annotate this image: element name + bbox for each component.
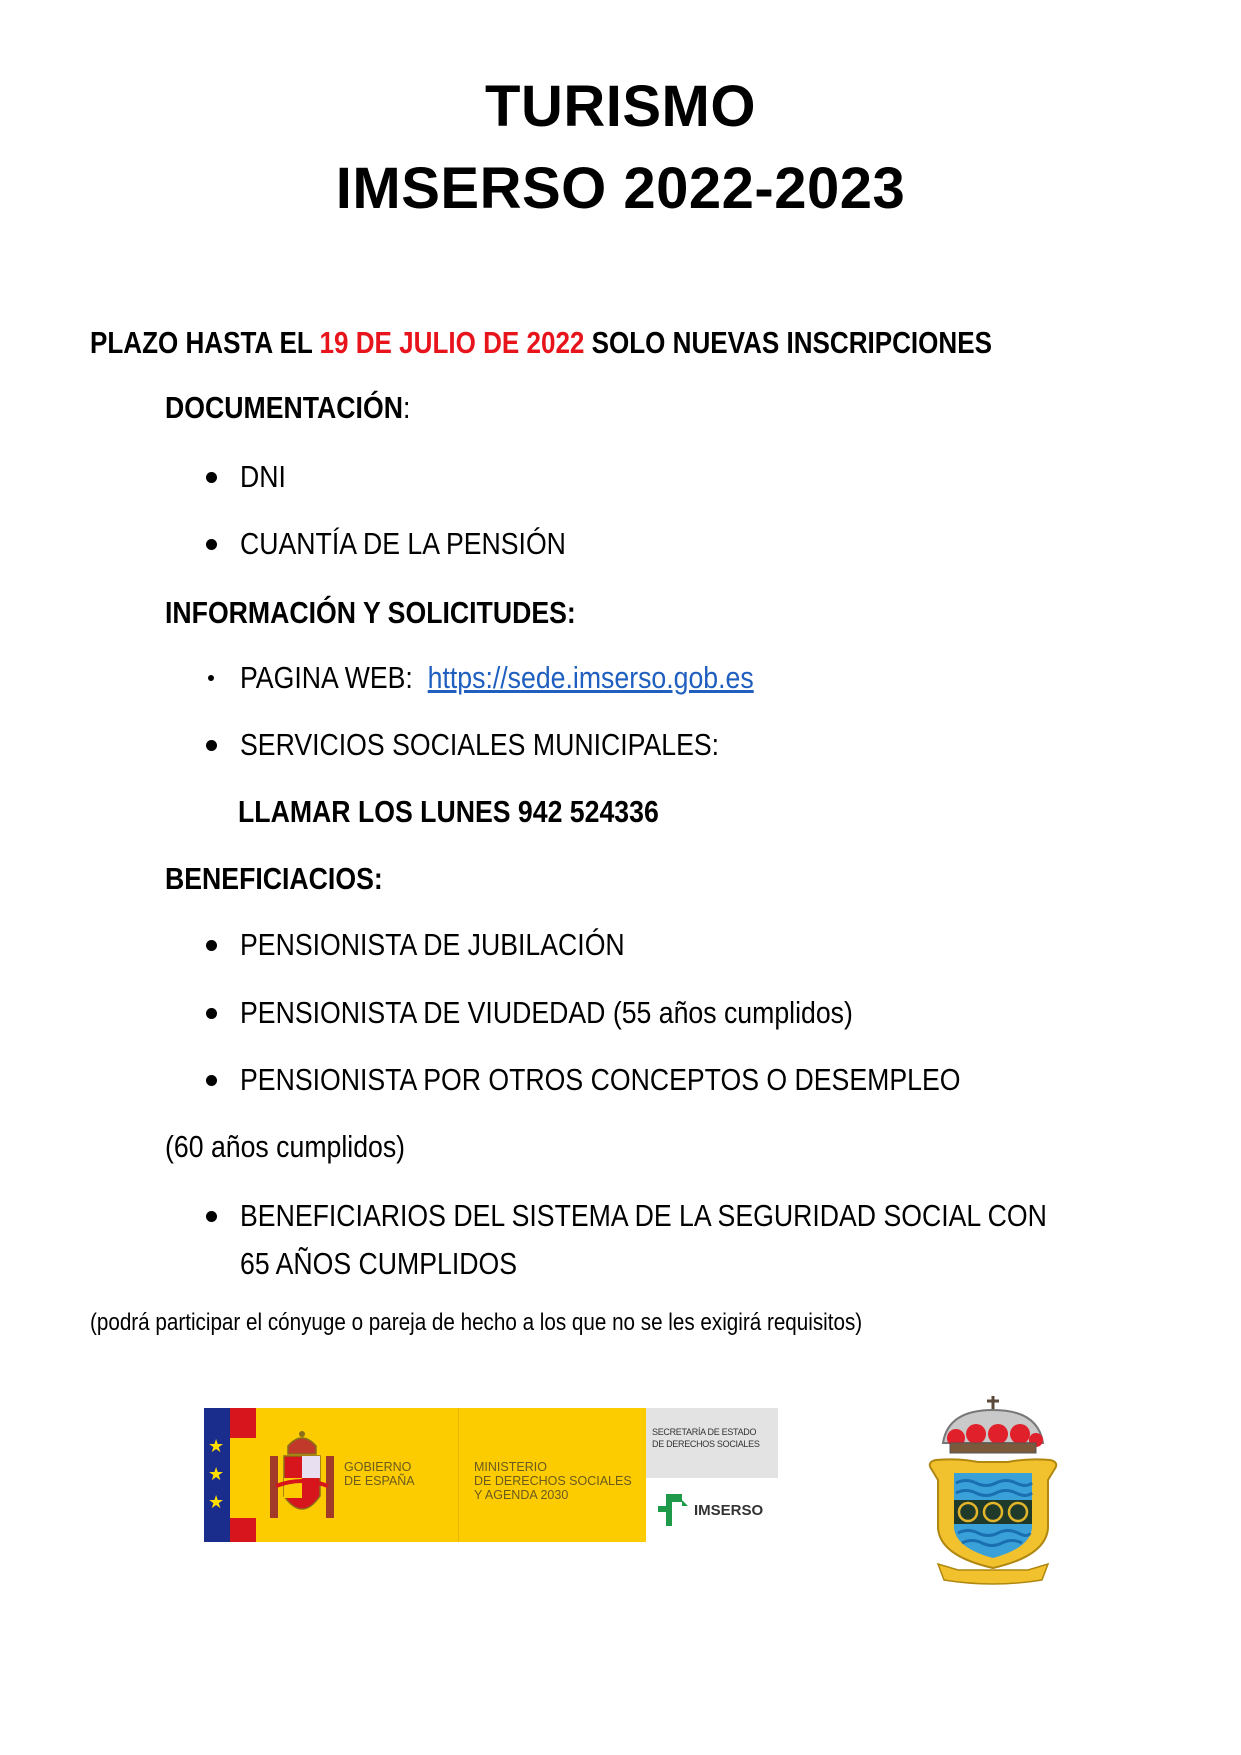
bullet-icon <box>206 940 217 951</box>
social-security-line-2: 65 AÑOS CUMPLIDOS <box>240 1246 518 1281</box>
bullet-icon <box>206 1211 217 1222</box>
bullet-icon <box>206 472 217 483</box>
web-line <box>240 662 754 693</box>
doc-item-dni: DNI <box>240 459 286 494</box>
age-note: (60 años cumplidos) <box>165 1129 406 1164</box>
services-label: SERVICIOS SOCIALES MUNICIPALES: <box>240 727 720 762</box>
deadline-date: 19 DE JULIO DE 2022 <box>319 325 585 360</box>
documentation-heading: DOCUMENTACIÓN: <box>165 390 411 425</box>
info-heading: INFORMACIÓN Y SOLICITUDES: <box>165 595 576 630</box>
bullet-icon <box>206 539 217 550</box>
web-link[interactable]: https://sede.imserso.gob.es <box>427 660 754 695</box>
bullet-icon <box>206 740 217 751</box>
social-security-line-1: BENEFICIARIOS DEL SISTEMA DE LA SEGURIDAD SOCIAL CON <box>240 1198 1047 1233</box>
bullet-icon <box>206 1008 217 1019</box>
gov-name: GOBIERNO DE ESPAÑA <box>344 1460 415 1488</box>
title-line-2: IMSERSO 2022-2023 <box>335 156 906 221</box>
star-icon: ★ <box>208 1492 225 1513</box>
coat-of-arms-icon <box>266 1426 338 1526</box>
deadline-prefix: PLAZO HASTA EL <box>90 325 320 360</box>
beneficiaries-heading: BENEFICIACIOS: <box>165 861 383 896</box>
title-line-1: TURISMO <box>485 74 756 139</box>
star-icon: ★ <box>208 1464 225 1485</box>
bullet-icon <box>208 675 214 681</box>
beneficiary-item: PENSIONISTA DE VIUDEDAD (55 años cumplidos) <box>240 995 853 1030</box>
star-icon: ★ <box>208 1436 225 1457</box>
deadline-suffix: SOLO NUEVAS INSCRIPCIONES <box>584 325 992 360</box>
beneficiary-item: PENSIONISTA DE JUBILACIÓN <box>240 927 625 962</box>
web-label: PAGINA WEB: <box>240 660 413 695</box>
imserso-logo: IMSERSO <box>646 1478 778 1542</box>
phone-line: LLAMAR LOS LUNES 942 524336 <box>238 794 659 829</box>
deadline-line <box>90 327 992 358</box>
municipal-coat-of-arms <box>918 1388 1068 1588</box>
bullet-icon <box>206 1075 217 1086</box>
secretary-box: SECRETARÍA DE ESTADO DE DERECHOS SOCIALES <box>646 1408 778 1478</box>
ministry-name: MINISTERIO DE DERECHOS SOCIALES Y AGENDA 2030 <box>474 1460 632 1502</box>
doc-item-pension: CUANTÍA DE LA PENSIÓN <box>240 526 566 561</box>
eu-flag-strip <box>204 1408 230 1542</box>
footnote: (podrá participar el cónyuge o pareja de hecho a los que no se les exigirá requisitos) <box>90 1309 863 1336</box>
government-logo <box>204 1408 778 1542</box>
imserso-mark-icon <box>656 1492 690 1528</box>
beneficiary-item: PENSIONISTA POR OTROS CONCEPTOS O DESEMPLEO <box>240 1062 961 1097</box>
